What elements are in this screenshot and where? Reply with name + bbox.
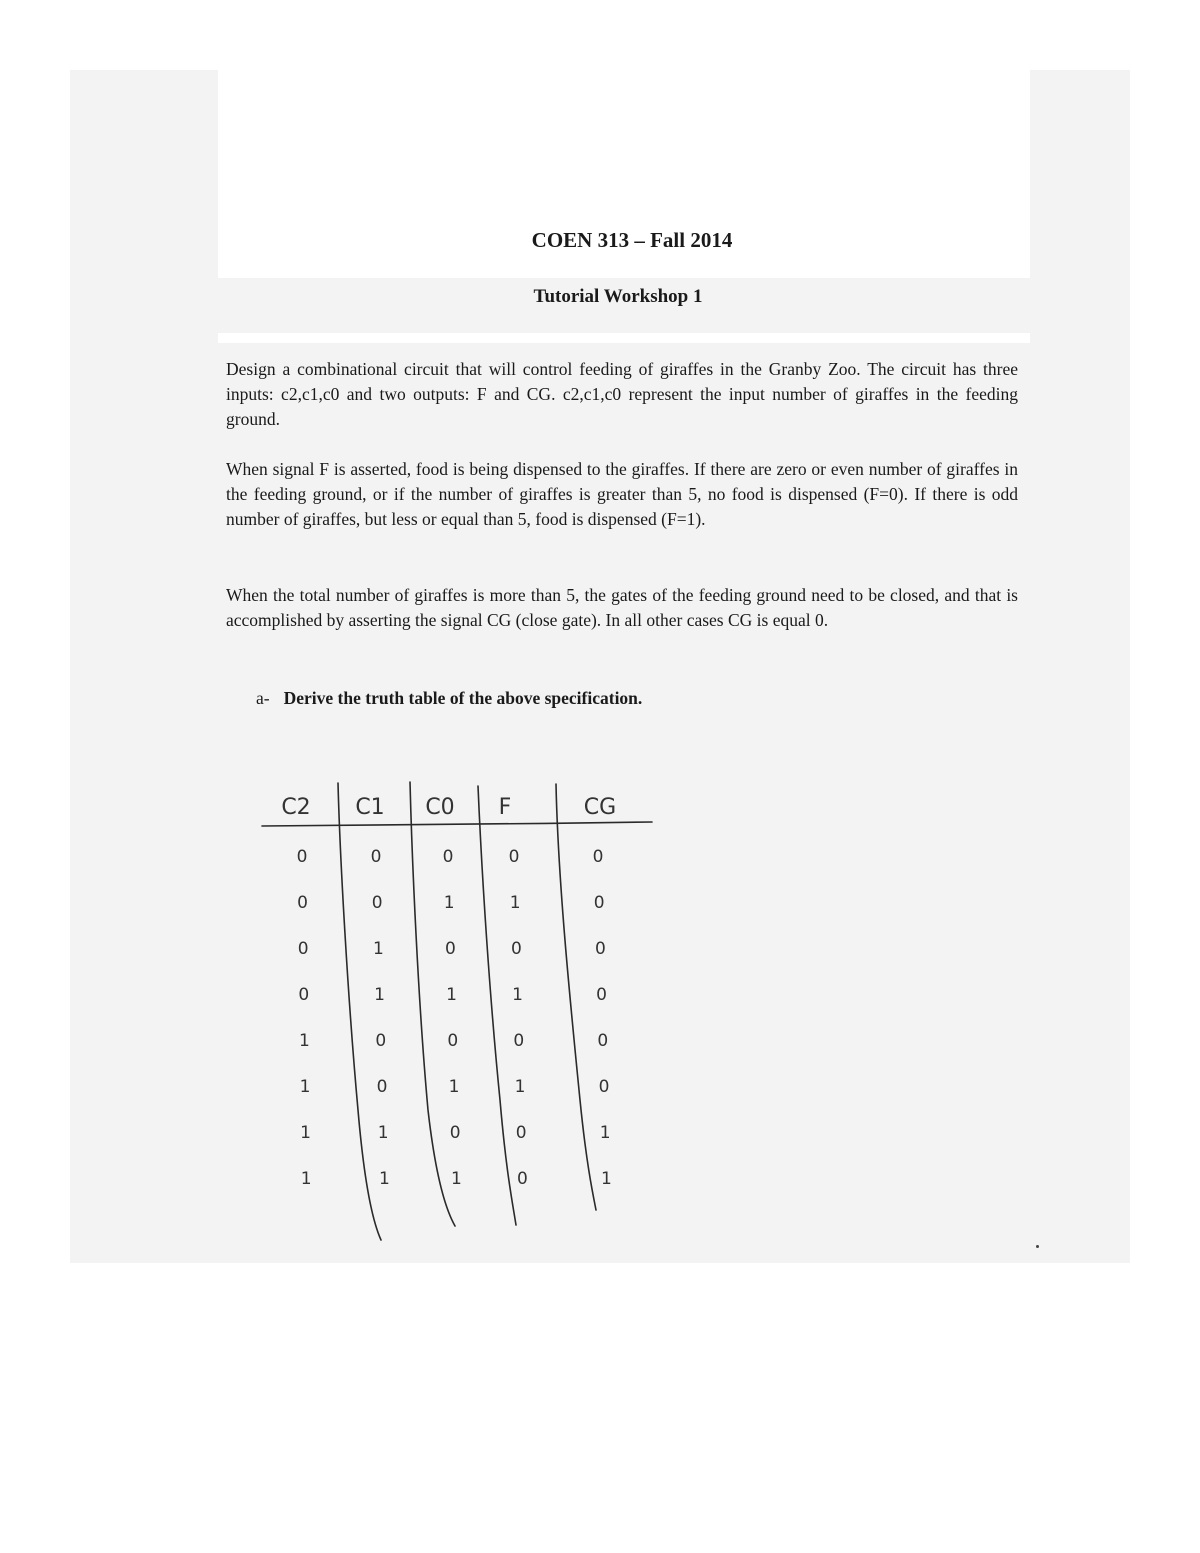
column-divider-4 [556,784,596,1210]
table-header-c0: C0 [425,795,455,820]
table-cell-r4-c2: 0 [298,985,310,1005]
problem-paragraph-gate: When the total number of giraffes is more than 5, the gates of the feeding ground need to be closed, and that is accomplished by asserting the signal CG (close gate). In all other cases CG is equal 0. [226,585,1018,630]
table-cell-r8-c0: 1 [450,1169,462,1189]
table-cell-r5-f: 0 [513,1031,525,1051]
table-header-c2: C2 [281,795,311,820]
table-cell-r7-c0: 0 [449,1123,461,1143]
table-cell-r8-c1: 1 [378,1169,390,1189]
table-cell-r6-f: 1 [514,1077,526,1097]
table-header-c1: C1 [355,795,385,820]
question-text: Derive the truth table of the above specification. [283,688,643,708]
course-title: COEN 313 – Fall 2014 [531,228,733,252]
table-cell-r7-f: 0 [515,1123,527,1143]
workshop-title: Tutorial Workshop 1 [533,286,703,307]
table-cell-r6-cg: 0 [598,1077,610,1097]
table-cell-r2-c2: 0 [297,893,309,913]
truth-table-values [281,795,616,1189]
table-cell-r6-c1: 0 [376,1077,388,1097]
table-cell-r1-c0: 0 [442,847,454,867]
table-cell-r3-cg: 0 [594,939,606,959]
table-cell-r2-f: 1 [509,893,521,913]
table-cell-r6-c0: 1 [448,1077,460,1097]
table-cell-r1-c1: 0 [370,847,382,867]
table-cell-r6-c2: 1 [299,1077,311,1097]
table-cell-r8-f: 0 [516,1169,528,1189]
table-cell-r7-c2: 1 [300,1123,312,1143]
table-cell-r4-c0: 1 [446,985,458,1005]
table-cell-r3-c0: 0 [444,939,456,959]
table-cell-r1-f: 0 [508,847,520,867]
table-cell-r5-cg: 0 [597,1031,609,1051]
table-header-underline [262,822,652,826]
table-cell-r3-f: 0 [510,939,522,959]
table-cell-r3-c2: 0 [297,939,309,959]
table-cell-r8-cg: 1 [600,1169,612,1189]
table-cell-r7-c1: 1 [377,1123,389,1143]
table-header-cg: CG [583,795,617,820]
table-cell-r5-c1: 0 [375,1031,387,1051]
table-cell-r5-c2: 1 [298,1031,310,1051]
problem-paragraph-inputs: Design a combinational circuit that will control feeding of giraffes in the Granby Zoo. The circuit has three inputs: c2,c1,c0 and two outputs: F and CG. c2,c1,c0 represent the input number of giraffes in the feeding ground. [226,359,1018,429]
problem-paragraph-feeding: When signal F is asserted, food is being dispensed to the giraffes. If there are zero or even number of giraffes in the feeding ground, or if the number of giraffes is greater than 5, no food is dispensed (F=0). If there is odd number of giraffes, but less or equal than 5, food is dispensed (F=1). [226,459,1018,529]
table-cell-r4-f: 1 [512,985,524,1005]
table-header-f: F [498,795,512,820]
table-cell-r2-c1: 0 [371,893,383,913]
question-label: a- [256,688,270,708]
table-cell-r2-c0: 1 [443,893,455,913]
table-cell-r7-cg: 1 [599,1123,611,1143]
table-cell-r4-c1: 1 [374,985,386,1005]
table-cell-r8-c2: 1 [300,1169,312,1189]
table-cell-r5-c0: 0 [447,1031,459,1051]
scan-speck [1036,1245,1039,1248]
table-cell-r2-cg: 0 [593,893,605,913]
table-cell-r4-cg: 0 [596,985,608,1005]
table-cell-r1-cg: 0 [592,847,604,867]
table-cell-r3-c1: 1 [372,939,384,959]
table-cell-r1-c2: 0 [296,847,308,867]
